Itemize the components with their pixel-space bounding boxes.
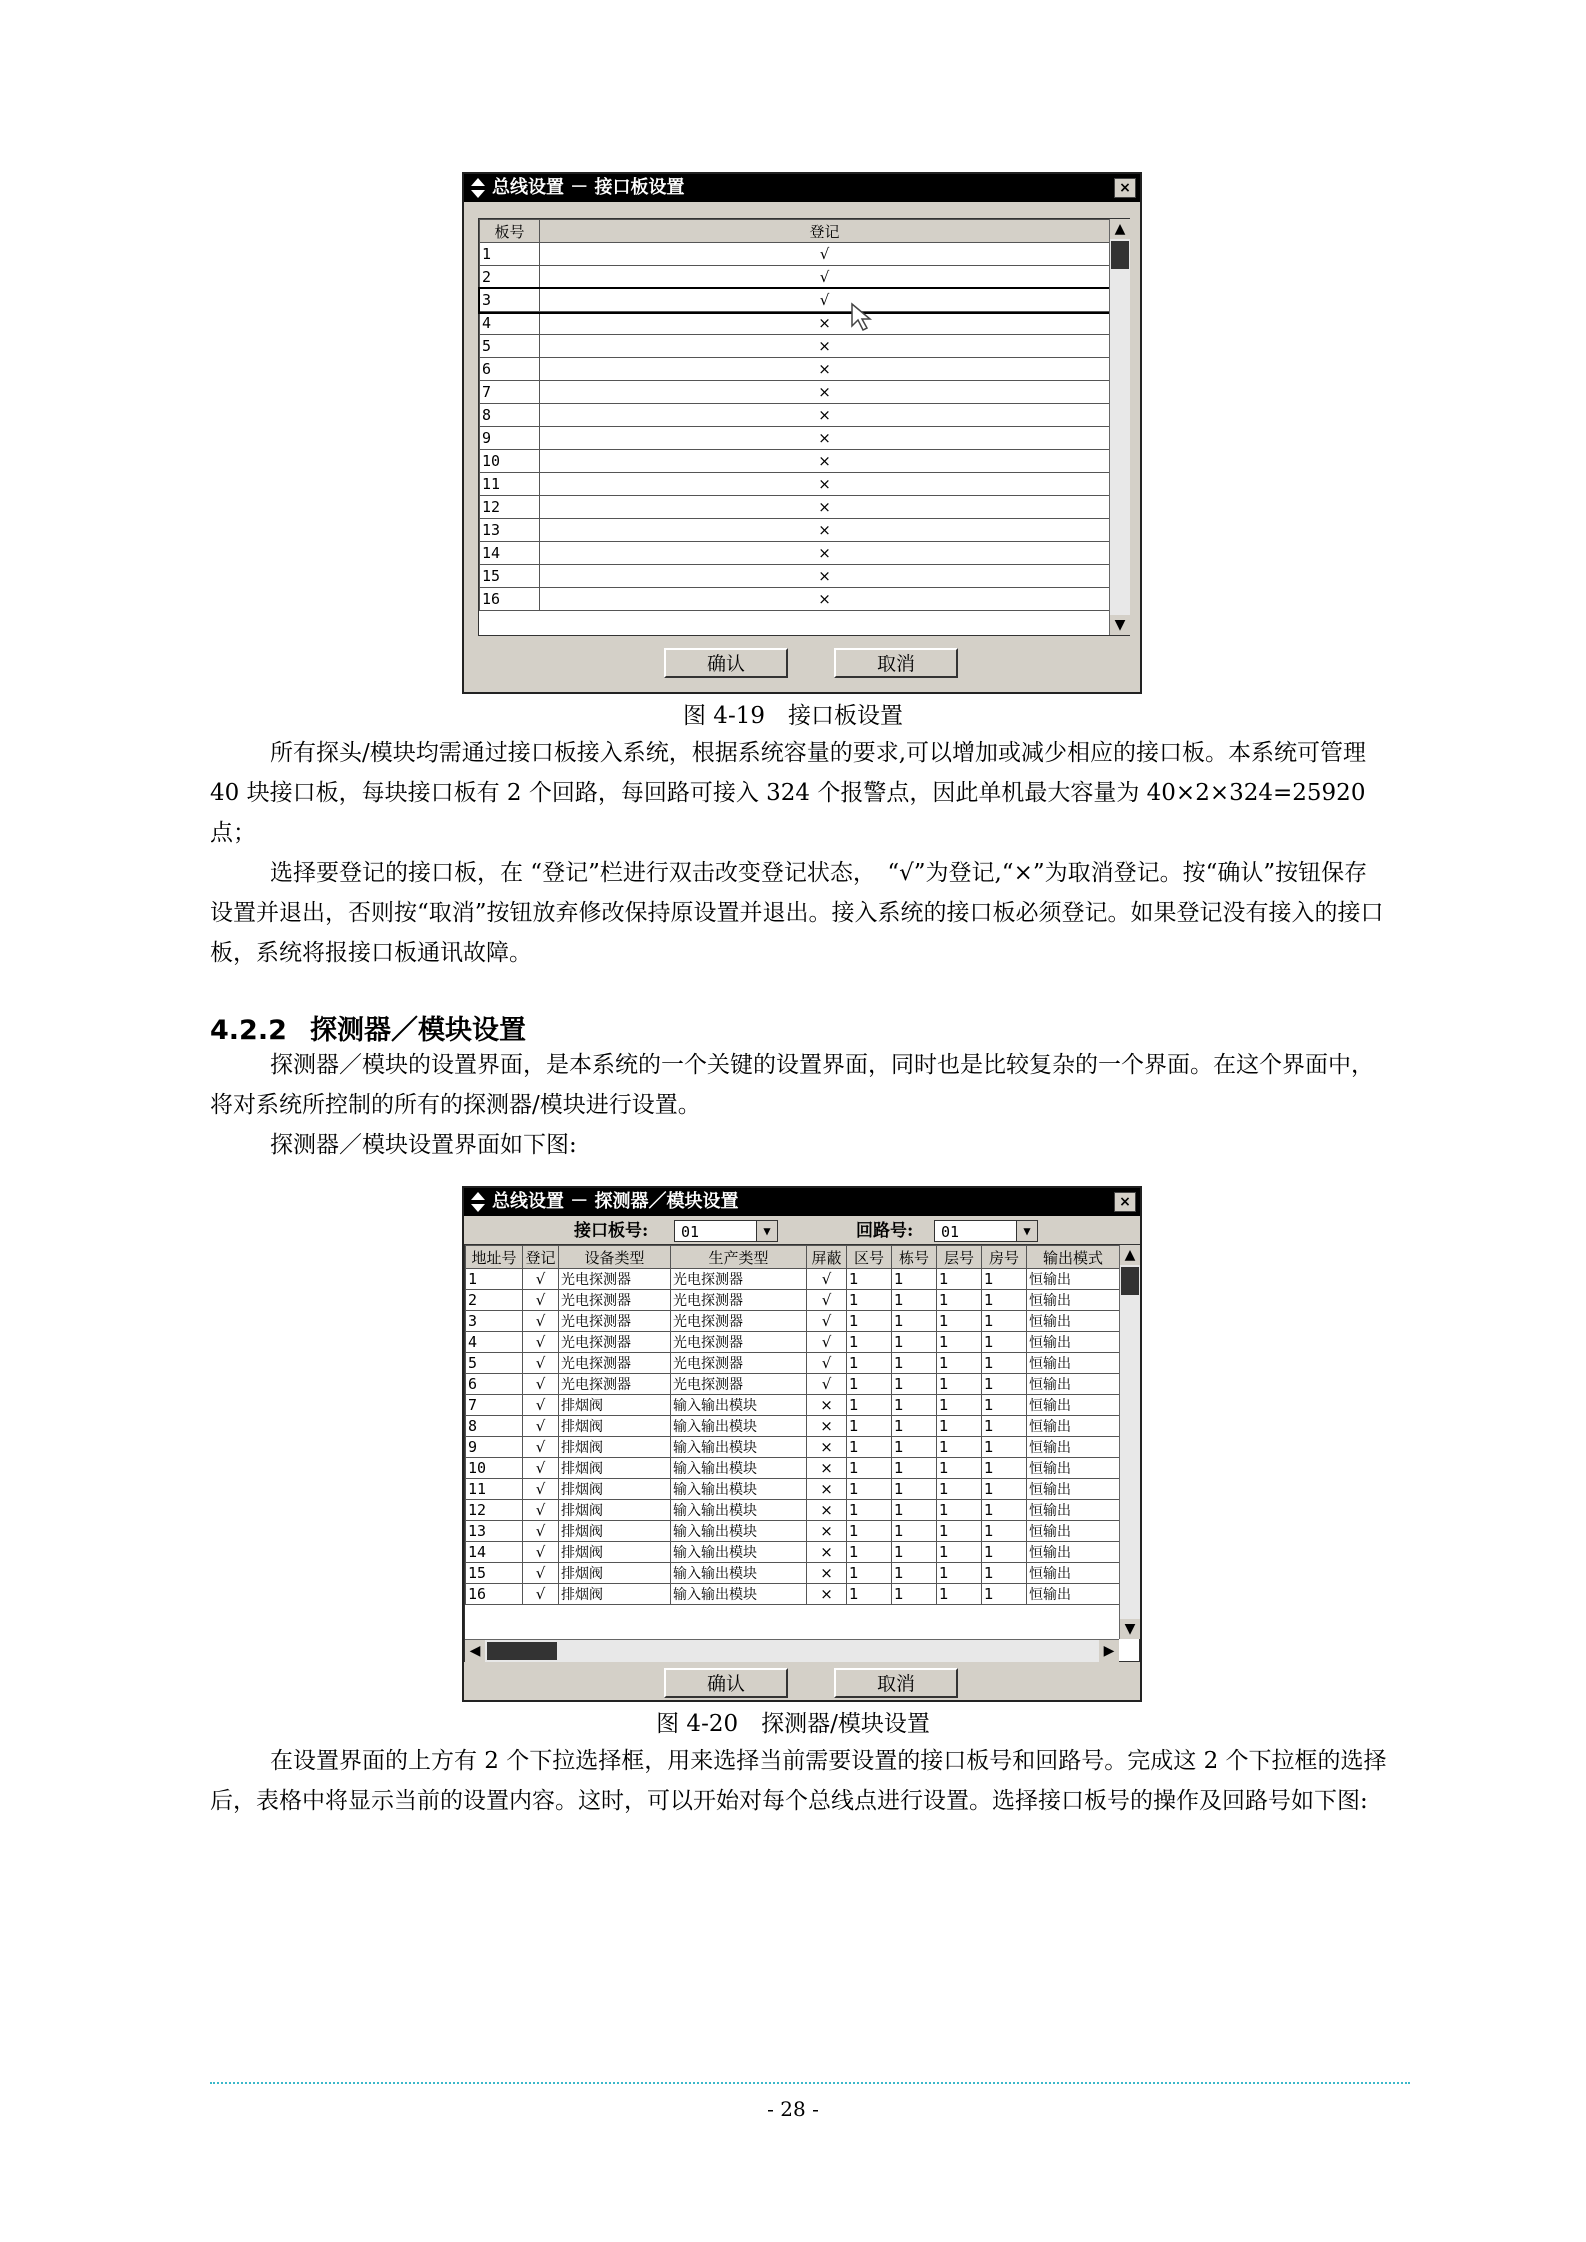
ok-button[interactable]: 确认 — [664, 648, 788, 678]
table-cell[interactable]: 1 — [847, 1542, 892, 1563]
col-header: 区号 — [847, 1246, 892, 1269]
table-row[interactable] — [480, 565, 1110, 588]
close-button[interactable]: × — [1114, 1192, 1136, 1212]
table-cell[interactable]: 光电探测器 — [671, 1290, 807, 1311]
table-row[interactable] — [466, 1416, 1120, 1437]
table-cell[interactable]: 排烟阀 — [559, 1542, 671, 1563]
table-row[interactable] — [466, 1500, 1120, 1521]
table-cell[interactable]: × — [807, 1458, 847, 1479]
figure-caption-4-19: 图 4-19 接口板设置 — [683, 703, 903, 729]
col-header: 栋号 — [892, 1246, 937, 1269]
table-cell[interactable]: 恒输出 — [1027, 1353, 1120, 1374]
col-header: 层号 — [937, 1246, 982, 1269]
table-row[interactable] — [480, 473, 1110, 496]
table-cell[interactable]: 输入输出模块 — [671, 1542, 807, 1563]
register-cell[interactable]: × — [540, 427, 1110, 450]
table-cell[interactable]: 恒输出 — [1027, 1374, 1120, 1395]
table-cell[interactable]: 恒输出 — [1027, 1584, 1120, 1605]
table-cell[interactable]: 1 — [892, 1563, 937, 1584]
table-cell[interactable]: 1 — [892, 1479, 937, 1500]
table-row[interactable] — [480, 427, 1110, 450]
table-cell[interactable]: 1 — [982, 1584, 1027, 1605]
table-row[interactable] — [466, 1395, 1120, 1416]
table-cell[interactable]: × — [807, 1500, 847, 1521]
chevron-down-icon[interactable]: ▼ — [1016, 1221, 1037, 1241]
table-cell[interactable]: 排烟阀 — [559, 1521, 671, 1542]
table-cell[interactable]: 恒输出 — [1027, 1437, 1120, 1458]
table-cell[interactable]: 1 — [892, 1353, 937, 1374]
table-cell[interactable]: × — [807, 1584, 847, 1605]
register-cell[interactable]: × — [540, 312, 1110, 335]
table-cell[interactable]: 1 — [937, 1437, 982, 1458]
table-cell[interactable]: 排烟阀 — [559, 1437, 671, 1458]
table-cell[interactable]: 输入输出模块 — [671, 1395, 807, 1416]
table-cell[interactable]: × — [807, 1521, 847, 1542]
paragraph-interface-board: 所有探头/模块均需通过接口板接入系统，根据系统容量的要求,可以增加或减少相应的接口板。本系统可管理 40 块接口板，每块接口板有 2 个回路，每回路可接入 324 个报警点，因此单机最大容量为 40×2×324=25920 点； 选择要登记的接口板，在 “登记”栏进行双击改变登记状态， “√”为登记,“×”为取消登记。按“确认”按钮保存设置并退出，否则按“取消”按钮放弃修改保持原设置并退出。接入系统的接口板必须登记。如果登记没有接入的接口板，系统将报接口板通讯故障。 — [210, 740, 1384, 966]
table-cell[interactable]: 光电探测器 — [671, 1353, 807, 1374]
table-cell[interactable]: 排烟阀 — [559, 1500, 671, 1521]
table-cell[interactable]: √ — [523, 1311, 559, 1332]
table-cell[interactable]: 输入输出模块 — [671, 1500, 807, 1521]
table-cell[interactable]: 1 — [937, 1416, 982, 1437]
table-cell[interactable]: √ — [807, 1353, 847, 1374]
table-cell[interactable]: × — [807, 1416, 847, 1437]
table-cell[interactable]: √ — [523, 1395, 559, 1416]
table-row[interactable] — [480, 335, 1110, 358]
scroll-right-button[interactable]: ▶ — [1099, 1640, 1119, 1662]
table-cell[interactable]: 1 — [892, 1332, 937, 1353]
table-cell[interactable]: 1 — [982, 1563, 1027, 1584]
table-cell[interactable]: 光电探测器 — [671, 1269, 807, 1290]
table-cell[interactable]: 1 — [982, 1311, 1027, 1332]
table-cell[interactable]: 输入输出模块 — [671, 1437, 807, 1458]
table-cell[interactable]: 6 — [466, 1374, 523, 1395]
table-cell[interactable]: 12 — [466, 1500, 523, 1521]
board-table — [478, 218, 1130, 636]
table-cell[interactable]: × — [807, 1479, 847, 1500]
table-cell[interactable]: 光电探测器 — [559, 1269, 671, 1290]
table-cell[interactable]: × — [807, 1437, 847, 1458]
table-cell[interactable]: 1 — [847, 1563, 892, 1584]
table-cell[interactable]: 1 — [937, 1374, 982, 1395]
table-cell[interactable]: 1 — [847, 1353, 892, 1374]
table-cell[interactable]: 1 — [892, 1290, 937, 1311]
table-cell[interactable]: 光电探测器 — [559, 1374, 671, 1395]
dialog-titlebar[interactable] — [464, 174, 1140, 202]
table-cell[interactable]: 恒输出 — [1027, 1395, 1120, 1416]
table-cell[interactable]: √ — [523, 1458, 559, 1479]
table-cell[interactable]: 光电探测器 — [671, 1311, 807, 1332]
table-row[interactable] — [466, 1563, 1120, 1584]
table-cell[interactable]: 光电探测器 — [559, 1290, 671, 1311]
table-cell[interactable]: 排烟阀 — [559, 1563, 671, 1584]
board-no-cell: 2 — [480, 266, 540, 289]
table-cell[interactable]: 光电探测器 — [559, 1332, 671, 1353]
board-no-cell: 4 — [480, 312, 540, 335]
col-header: 屏蔽 — [807, 1246, 847, 1269]
table-row[interactable] — [466, 1521, 1120, 1542]
page-number: - 28 - — [767, 2097, 819, 2121]
ok-button[interactable]: 确认 — [664, 1668, 788, 1698]
table-cell[interactable]: 1 — [982, 1416, 1027, 1437]
table-cell[interactable]: 恒输出 — [1027, 1458, 1120, 1479]
loop-no-select[interactable]: 01 ▼ — [934, 1220, 1038, 1242]
table-row[interactable] — [480, 404, 1110, 427]
board-no-cell: 12 — [480, 496, 540, 519]
table-cell[interactable]: 1 — [847, 1437, 892, 1458]
table-row[interactable] — [466, 1311, 1120, 1332]
board-no-cell: 6 — [480, 358, 540, 381]
table-cell[interactable]: 1 — [892, 1521, 937, 1542]
table-cell[interactable]: 1 — [937, 1290, 982, 1311]
table-cell[interactable]: 7 — [466, 1395, 523, 1416]
register-cell[interactable]: × — [540, 496, 1110, 519]
table-cell[interactable]: 1 — [847, 1395, 892, 1416]
table-cell[interactable]: √ — [523, 1521, 559, 1542]
table-cell[interactable]: 排烟阀 — [559, 1416, 671, 1437]
table-cell[interactable]: 13 — [466, 1521, 523, 1542]
table-row[interactable] — [480, 289, 1110, 312]
board-no-cell: 1 — [480, 243, 540, 266]
scroll-down-button[interactable]: ▼ — [1110, 615, 1130, 635]
table-cell[interactable]: 排烟阀 — [559, 1479, 671, 1500]
table-row[interactable] — [466, 1290, 1120, 1311]
board-no-cell: 5 — [480, 335, 540, 358]
board-no-cell: 13 — [480, 519, 540, 542]
table-cell[interactable]: 1 — [892, 1311, 937, 1332]
table-cell[interactable]: 1 — [937, 1311, 982, 1332]
table-row[interactable] — [466, 1479, 1120, 1500]
table-cell[interactable]: 光电探测器 — [559, 1311, 671, 1332]
table-cell[interactable]: 1 — [847, 1521, 892, 1542]
table-cell[interactable]: √ — [523, 1269, 559, 1290]
table-row[interactable] — [480, 588, 1110, 611]
move-arrows-icon — [470, 177, 486, 199]
table-row[interactable] — [466, 1374, 1120, 1395]
register-cell[interactable]: × — [540, 358, 1110, 381]
table-cell[interactable]: 1 — [937, 1395, 982, 1416]
interface-board-dialog — [462, 172, 1142, 694]
table-row[interactable] — [466, 1353, 1120, 1374]
table-cell[interactable]: 1 — [937, 1542, 982, 1563]
table-cell[interactable]: 1 — [892, 1416, 937, 1437]
cancel-button[interactable]: 取消 — [834, 1668, 958, 1698]
col-header: 输出模式 — [1027, 1246, 1120, 1269]
table-cell[interactable]: 8 — [466, 1416, 523, 1437]
register-cell[interactable]: × — [540, 404, 1110, 427]
table-cell[interactable]: √ — [523, 1584, 559, 1605]
table-cell[interactable]: 排烟阀 — [559, 1584, 671, 1605]
table-cell[interactable]: 恒输出 — [1027, 1563, 1120, 1584]
table-cell[interactable]: 1 — [847, 1332, 892, 1353]
paragraph-dropdown-description: 在设置界面的上方有 2 个下拉选择框，用来选择当前需要设置的接口板号和回路号。完成这 2 个下拉框的选择后，表格中将显示当前的设置内容。这时，可以开始对每个总线点进行设置。选择接口板号的操作及回路号如下图: — [210, 1748, 1387, 1814]
table-cell[interactable]: √ — [523, 1416, 559, 1437]
scroll-up-button[interactable]: ▲ — [1110, 219, 1130, 239]
table-cell[interactable]: 光电探测器 — [559, 1353, 671, 1374]
table-row[interactable] — [480, 496, 1110, 519]
board-no-cell: 10 — [480, 450, 540, 473]
dialog-title: 总线设置 － 接口板设置 — [492, 177, 685, 198]
table-cell[interactable]: 恒输出 — [1027, 1500, 1120, 1521]
col-header: 设备类型 — [559, 1246, 671, 1269]
col-header: 登记 — [523, 1246, 559, 1269]
close-button[interactable]: × — [1114, 178, 1136, 198]
table-cell[interactable]: 输入输出模块 — [671, 1479, 807, 1500]
table-cell[interactable]: √ — [523, 1479, 559, 1500]
table-cell[interactable]: 5 — [466, 1353, 523, 1374]
table-cell[interactable]: 1 — [847, 1416, 892, 1437]
table-cell[interactable]: 1 — [982, 1353, 1027, 1374]
table-cell[interactable]: 1 — [937, 1353, 982, 1374]
table-cell[interactable]: 1 — [982, 1521, 1027, 1542]
table-cell[interactable]: 1 — [937, 1479, 982, 1500]
table-cell[interactable]: √ — [807, 1269, 847, 1290]
board-no-cell: 15 — [480, 565, 540, 588]
table-cell[interactable]: 1 — [982, 1458, 1027, 1479]
table-cell[interactable]: 14 — [466, 1542, 523, 1563]
table-cell[interactable]: 1 — [937, 1563, 982, 1584]
table-cell[interactable]: 恒输出 — [1027, 1542, 1120, 1563]
table-cell[interactable]: 15 — [466, 1563, 523, 1584]
table-row[interactable] — [480, 542, 1110, 565]
table-cell[interactable]: √ — [523, 1563, 559, 1584]
table-row[interactable] — [480, 243, 1110, 266]
table-cell[interactable]: 输入输出模块 — [671, 1563, 807, 1584]
table-cell[interactable]: 1 — [982, 1437, 1027, 1458]
table-cell[interactable]: 1 — [937, 1521, 982, 1542]
table-cell[interactable]: 1 — [847, 1584, 892, 1605]
scroll-up-button[interactable]: ▲ — [1120, 1245, 1140, 1265]
table-cell[interactable]: 1 — [466, 1269, 523, 1290]
board-no-cell: 7 — [480, 381, 540, 404]
table-row[interactable] — [480, 450, 1110, 473]
col-header: 生产类型 — [671, 1246, 807, 1269]
table-cell[interactable]: × — [807, 1542, 847, 1563]
vertical-scrollbar[interactable] — [1119, 1245, 1140, 1639]
table-cell[interactable]: 1 — [982, 1479, 1027, 1500]
board-no-cell: 8 — [480, 404, 540, 427]
table-cell[interactable]: √ — [807, 1332, 847, 1353]
table-cell[interactable]: 1 — [982, 1395, 1027, 1416]
table-cell[interactable]: 光电探测器 — [671, 1374, 807, 1395]
table-cell[interactable]: 2 — [466, 1290, 523, 1311]
table-cell[interactable]: √ — [523, 1332, 559, 1353]
table-cell[interactable]: 恒输出 — [1027, 1416, 1120, 1437]
scroll-thumb[interactable] — [1111, 241, 1129, 269]
table-cell[interactable]: 1 — [892, 1584, 937, 1605]
table-cell[interactable]: 输入输出模块 — [671, 1521, 807, 1542]
table-cell[interactable]: 恒输出 — [1027, 1479, 1120, 1500]
table-row[interactable] — [466, 1269, 1120, 1290]
table-cell[interactable]: 9 — [466, 1437, 523, 1458]
register-cell[interactable]: × — [540, 473, 1110, 496]
dialog-titlebar[interactable] — [464, 1188, 1140, 1216]
table-cell[interactable]: 1 — [892, 1542, 937, 1563]
scroll-down-button[interactable]: ▼ — [1120, 1619, 1140, 1639]
table-cell[interactable]: √ — [523, 1374, 559, 1395]
register-cell[interactable]: × — [540, 519, 1110, 542]
board-no-cell: 14 — [480, 542, 540, 565]
figure-caption-4-20: 图 4-20 探测器/模块设置 — [656, 1711, 930, 1737]
table-cell[interactable]: √ — [523, 1353, 559, 1374]
board-no-cell: 9 — [480, 427, 540, 450]
table-cell[interactable]: 1 — [847, 1311, 892, 1332]
table-row[interactable] — [466, 1437, 1120, 1458]
loop-no-label: 回路号: — [856, 1221, 914, 1241]
register-cell[interactable]: × — [540, 565, 1110, 588]
table-cell[interactable]: × — [807, 1563, 847, 1584]
paragraph-detector-intro: 探测器／模块的设置界面，是本系统的一个关键的设置界面，同时也是比较复杂的一个界面。在这个界面中，将对系统所控制的所有的探测器/模块进行设置。 探测器／模块设置界面如下图: — [210, 1052, 1374, 1158]
register-cell[interactable]: × — [540, 450, 1110, 473]
horizontal-scrollbar[interactable] — [465, 1639, 1119, 1662]
table-row[interactable] — [480, 381, 1110, 404]
register-cell[interactable]: √ — [540, 243, 1110, 266]
table-row[interactable] — [466, 1332, 1120, 1353]
table-cell[interactable]: 1 — [892, 1458, 937, 1479]
table-cell[interactable]: 输入输出模块 — [671, 1416, 807, 1437]
table-cell[interactable]: 光电探测器 — [671, 1332, 807, 1353]
table-cell[interactable]: 1 — [982, 1500, 1027, 1521]
detector-module-dialog — [462, 1186, 1142, 1702]
scroll-thumb[interactable] — [1121, 1267, 1139, 1295]
board-no-cell: 11 — [480, 473, 540, 496]
table-cell[interactable]: 恒输出 — [1027, 1269, 1120, 1290]
table-cell[interactable]: 恒输出 — [1027, 1332, 1120, 1353]
table-cell[interactable]: 1 — [892, 1269, 937, 1290]
scroll-left-button[interactable]: ◀ — [465, 1640, 485, 1662]
section-heading: 4.2.2 探测器／模块设置 — [210, 1015, 526, 1046]
table-cell[interactable]: × — [807, 1395, 847, 1416]
register-cell[interactable]: × — [540, 588, 1110, 611]
table-cell[interactable]: 1 — [982, 1269, 1027, 1290]
col-header: 地址号 — [466, 1246, 523, 1269]
register-cell[interactable]: × — [540, 335, 1110, 358]
table-cell[interactable]: 排烟阀 — [559, 1458, 671, 1479]
table-cell[interactable]: 1 — [892, 1395, 937, 1416]
table-cell[interactable]: 11 — [466, 1479, 523, 1500]
table-cell[interactable]: 16 — [466, 1584, 523, 1605]
table-cell[interactable]: 1 — [892, 1437, 937, 1458]
table-cell[interactable]: 1 — [937, 1332, 982, 1353]
col-header: 房号 — [982, 1246, 1027, 1269]
table-cell[interactable]: 1 — [982, 1374, 1027, 1395]
table-cell[interactable]: 1 — [892, 1500, 937, 1521]
register-cell[interactable]: √ — [540, 266, 1110, 289]
table-cell[interactable]: 排烟阀 — [559, 1395, 671, 1416]
dialog-title: 总线设置 － 探测器／模块设置 — [492, 1191, 739, 1212]
table-cell[interactable]: 1 — [982, 1290, 1027, 1311]
register-cell[interactable]: × — [540, 381, 1110, 404]
col-header-board-no: 板号 — [480, 220, 540, 243]
h-scroll-thumb[interactable] — [487, 1642, 557, 1660]
table-cell[interactable]: √ — [523, 1290, 559, 1311]
table-cell[interactable]: 1 — [847, 1290, 892, 1311]
table-row[interactable] — [480, 312, 1110, 335]
table-row[interactable] — [480, 519, 1110, 542]
table-row[interactable] — [480, 358, 1110, 381]
board-no-cell: 3 — [480, 289, 540, 312]
table-cell[interactable]: 1 — [937, 1584, 982, 1605]
table-row[interactable] — [480, 266, 1110, 289]
table-row[interactable] — [466, 1458, 1120, 1479]
table-cell[interactable]: √ — [807, 1311, 847, 1332]
table-cell[interactable]: 1 — [847, 1374, 892, 1395]
col-header-register: 登记 — [540, 220, 1110, 243]
chevron-down-icon[interactable]: ▼ — [756, 1221, 777, 1241]
board-no-label: 接口板号: — [574, 1221, 649, 1241]
table-cell[interactable]: 1 — [982, 1542, 1027, 1563]
register-cell[interactable]: √ — [540, 289, 1110, 312]
table-cell[interactable]: 10 — [466, 1458, 523, 1479]
table-cell[interactable]: 1 — [937, 1458, 982, 1479]
mouse-cursor-icon — [850, 302, 880, 334]
register-cell[interactable]: × — [540, 542, 1110, 565]
table-cell[interactable]: √ — [523, 1437, 559, 1458]
table-cell[interactable]: 1 — [937, 1269, 982, 1290]
table-cell[interactable]: √ — [523, 1542, 559, 1563]
cancel-button[interactable]: 取消 — [834, 648, 958, 678]
table-cell[interactable]: √ — [523, 1500, 559, 1521]
vertical-scrollbar[interactable] — [1109, 219, 1130, 635]
table-cell[interactable]: 4 — [466, 1332, 523, 1353]
table-cell[interactable]: √ — [807, 1374, 847, 1395]
table-row[interactable] — [466, 1542, 1120, 1563]
table-cell[interactable]: 1 — [982, 1332, 1027, 1353]
table-row[interactable] — [466, 1584, 1120, 1605]
move-arrows-icon — [470, 1191, 486, 1213]
table-cell[interactable]: 1 — [847, 1269, 892, 1290]
table-cell[interactable]: 1 — [847, 1458, 892, 1479]
table-cell[interactable]: 1 — [847, 1479, 892, 1500]
table-cell[interactable]: 输入输出模块 — [671, 1458, 807, 1479]
table-cell[interactable]: 恒输出 — [1027, 1290, 1120, 1311]
table-cell[interactable]: √ — [807, 1290, 847, 1311]
board-no-select[interactable]: 01 ▼ — [674, 1220, 778, 1242]
board-no-cell: 16 — [480, 588, 540, 611]
table-cell[interactable]: 1 — [847, 1500, 892, 1521]
footer-divider — [210, 2082, 1410, 2084]
table-cell[interactable]: 3 — [466, 1311, 523, 1332]
table-cell[interactable]: 恒输出 — [1027, 1311, 1120, 1332]
table-cell[interactable]: 1 — [937, 1500, 982, 1521]
detector-table — [464, 1244, 1140, 1662]
table-cell[interactable]: 输入输出模块 — [671, 1584, 807, 1605]
table-cell[interactable]: 1 — [892, 1374, 937, 1395]
table-cell[interactable]: 恒输出 — [1027, 1521, 1120, 1542]
